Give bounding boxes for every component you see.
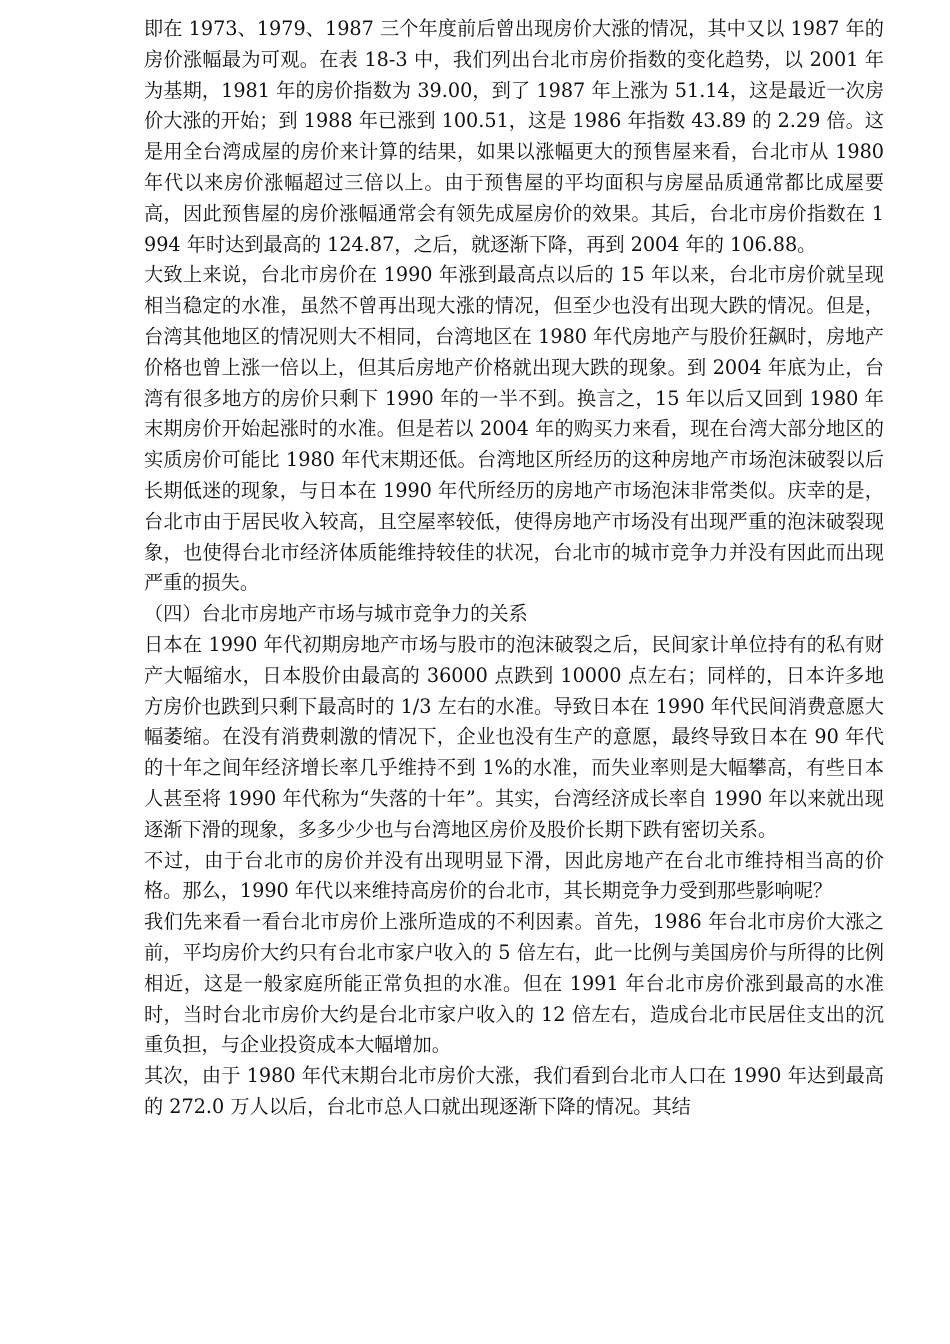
paragraph-population-decline: 其次，由于 1980 年代末期台北市房价大涨，我们看到台北市人口在 1990 年达到最高的 272.0 万人以后，台北市总人口就出现逐渐下降的情况。其结 [144,1064,884,1118]
paragraph-taipei-price-trend: 即在 1973、1979、1987 三个年度前后曾出现房价大涨的情况，其中又以 1987 年的房价涨幅最为可观。在表 18-3 中，我们列出台北市房价指数的变化趋势，以 2001 年为基期，1981 年的房价指数为 39.00，到了 1987 年上涨为 51.14，这是最近一次房价大涨的开始；到 1988 年已涨到 100.51，这是 1986 年指数 43.89 的 2.29 倍。这是用全台湾成屋的房价来计算的结果，如果以涨幅更大的预售屋来看，台北市从 1980 年代以来房价涨幅超过三倍以上。由于预售屋的平均面积与房屋品质通常都比成屋要高，因此预售屋的房价涨幅通常会有领先成屋房价的效果。其后，台北市房价指数在 1994 年时达到最高的 124.87，之后，就逐渐下降，再到 2004 年的 106.88。 [144,17,884,256]
paragraph-unfavorable-factors: 我们先来看一看台北市房价上涨所造成的不利因素。首先，1986 年台北市房价大涨之前，平均房价大约只有台北市家户收入的 5 倍左右，此一比例与美国房价与所得的比例相近，这是一般家庭所能正常负担的水准。但在 1991 年台北市房价涨到最高的水准时，当时台北市房价大约是台北市家户收入的 12 倍左右，造成台北市民居住支出的沉重负担，与企业投资成本大幅增加。 [144,910,884,1057]
paragraph-taipei-high-price: 不过，由于台北市的房价并没有出现明显下滑，因此房地产在台北市维持相当高的价格。那么，1990 年代以来维持高房价的台北市，其长期竞争力受到那些影响呢？ [144,848,884,903]
document-page [144,14,884,1123]
paragraph-price-stability: 大致上来说，台北市房价在 1990 年涨到最高点以后的 15 年以来，台北市房价就呈现相当稳定的水准，虽然不曾再出现大涨的情况，但至少也没有出现大跌的情况。但是，台湾其他地区的情况则大不相同，台湾地区在 1980 年代房地产与股价狂飙时，房地产价格也曾上涨一倍以上，但其后房地产价格就出现大跌的现象。到 2004 年底为止，台湾有很多地方的房价只剩下 1990 年的一半不到。换言之，15 年以后又回到 1980 年末期房价开始起涨时的水准。但是若以 2004 年的购买力来看，现在台湾大部分地区的实质房价可能比 1980 年代末期还低。台湾地区所经历的这种房地产市场泡沫破裂以后长期低迷的现象，与日本在 1990 年代所经历的房地产市场泡沫非常类似。庆幸的是，台北市由于居民收入较高，且空屋率较低，使得房地产市场没有出现严重的泡沫破裂现象，也使得台北市经济体质能维持较佳的状况，台北市的城市竞争力并没有因此而出现严重的损失。 [144,263,884,595]
section-heading: （四）台北市房地产市场与城市竞争力的关系 [144,602,528,626]
paragraph-japan-bubble: 日本在 1990 年代初期房地产市场与股市的泡沫破裂之后，民间家计单位持有的私有财产大幅缩水，日本股价由最高的 36000 点跌到 10000 点左右；同样的，日本许多地方房价也跌到只剩下最高时的 1/3 左右的水准。导致日本在 1990 年代民间消费意愿大幅萎缩。在没有消费刺激的情况下，企业也没有生产的意愿，最终导致日本在 90 年代的十年之间年经济增长率几乎维持不到 1%的水准，而失业率则是大幅攀高，有些日本人甚至将 1990 年代称为“失落的十年”。其实，台湾经济成长率自 1990 年以来就出现逐渐下滑的现象，多多少少也与台湾地区房价及股价长期下跌有密切关系。 [144,632,884,841]
